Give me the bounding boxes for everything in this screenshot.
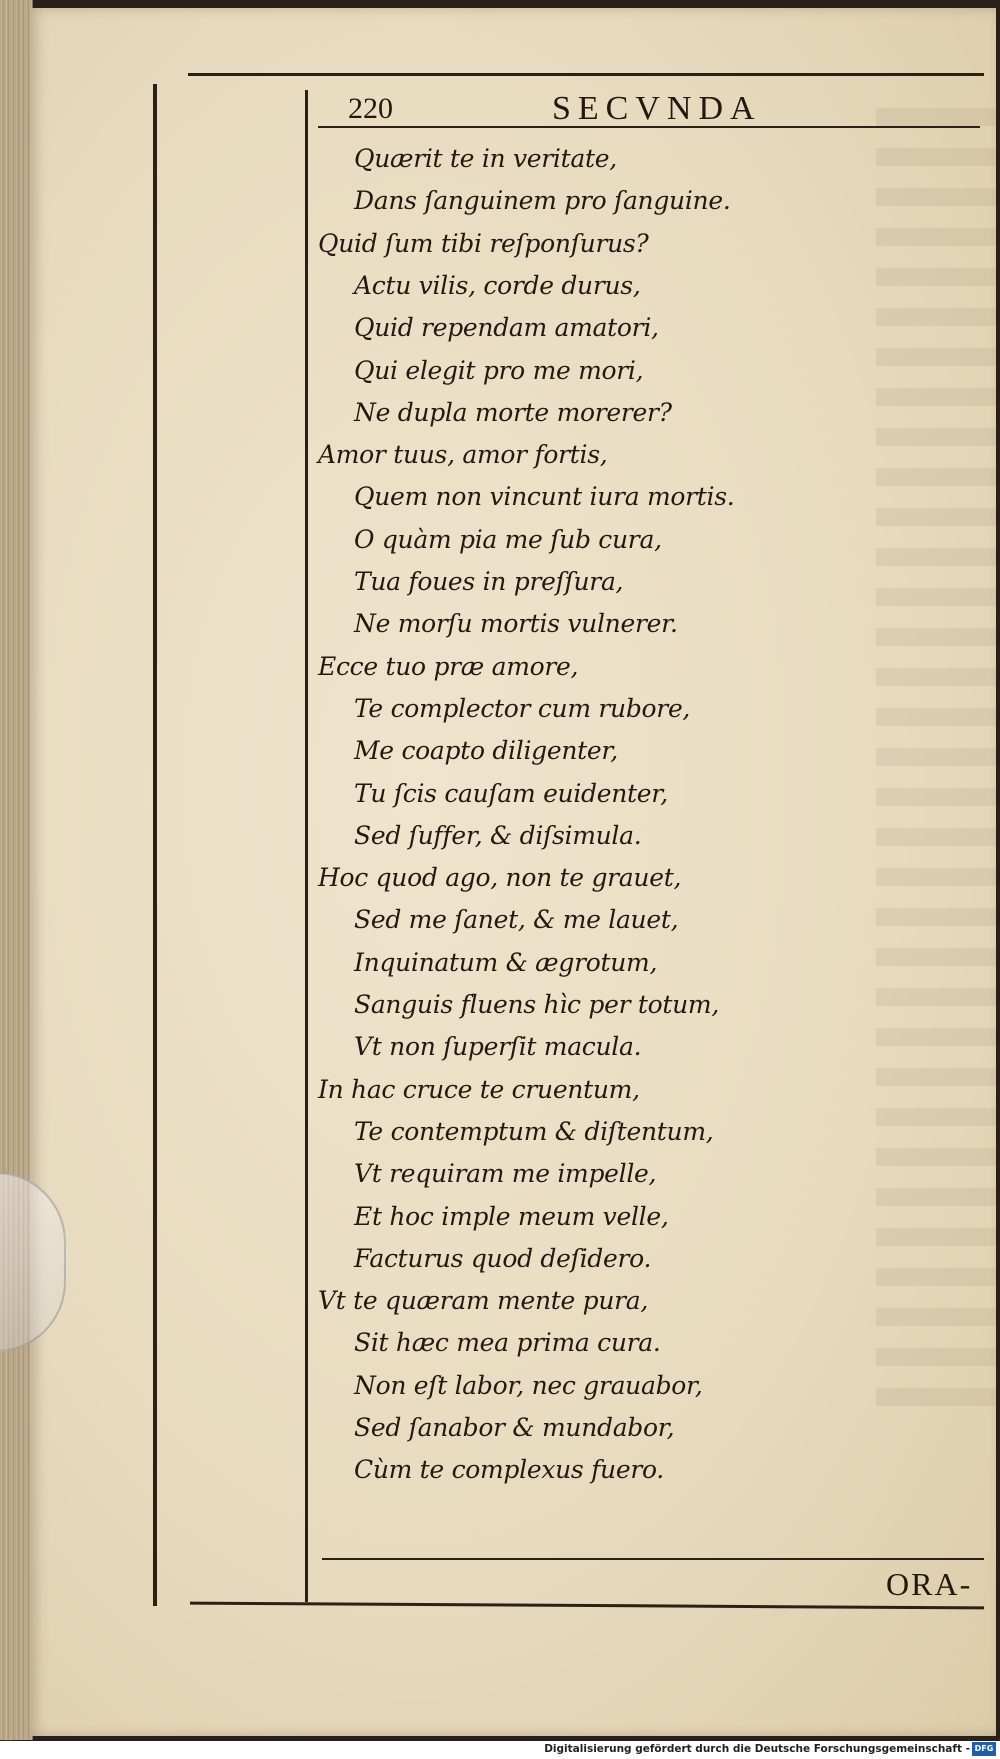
verse-line: Ecce tuo præ amore, <box>318 651 579 681</box>
verse-line: Me coapto diligenter, <box>354 736 618 766</box>
verse-line: Sed ſuffer, & diſsimula. <box>354 820 642 850</box>
verse-line: Inquinatum & ægrotum, <box>354 947 658 977</box>
verse-line: Sit hæc mea prima cura. <box>354 1328 661 1358</box>
verse-line: O quàm pia me ſub cura, <box>354 524 662 554</box>
catchword: ORA- <box>886 1566 973 1602</box>
left-margin-rule <box>153 84 157 1606</box>
verse-line: Ne dupla morte morerer? <box>354 397 672 427</box>
show-through-text <box>876 108 996 1408</box>
verse-line: Ne morſu mortis vulnerer. <box>354 609 678 639</box>
verse-line: Hoc quod ago, non te grauet, <box>318 863 682 893</box>
digitization-credit: Digitalisierung gefördert durch die Deutsche Forschungsgemeinschaft - <box>544 1743 970 1755</box>
top-rule <box>188 73 984 76</box>
verse-line: Qui elegit pro me mori, <box>354 355 644 385</box>
verse-line: Te complector cum rubore, <box>354 693 691 723</box>
verse-line: Actu vilis, corde durus, <box>354 270 641 300</box>
verse-line: Quid rependam amatori, <box>354 313 659 343</box>
inner-margin-rule <box>305 90 308 1602</box>
verse-line: Quem non vincunt iura mortis. <box>354 482 735 512</box>
verse-line: Vt requiram me impelle, <box>354 1159 657 1189</box>
verse-line: Sed me ſanet, & me lauet, <box>354 905 679 935</box>
verse-line: Amor tuus, amor fortis, <box>318 440 608 470</box>
page-number: 220 <box>348 92 393 125</box>
verse-line: Tua foues in preſſura, <box>354 567 624 596</box>
verse-line: Quid ſum tibi reſponſurus? <box>318 228 649 258</box>
running-head: SECVNDA <box>552 90 762 127</box>
verse-line: Vt non ſuperſit macula. <box>354 1032 642 1062</box>
verse-line: Te contemptum & diſtentum, <box>354 1116 714 1146</box>
dfg-logo: DFG <box>972 1742 996 1756</box>
verse-line: Dans ſanguinem pro ſanguine. <box>354 186 731 216</box>
verse-line: Facturus quod deſidero. <box>354 1243 652 1273</box>
verse-line: Vt te quæram mente pura, <box>318 1286 649 1316</box>
verse-line: In hac cruce te cruentum, <box>318 1074 640 1104</box>
verse-line: Et hoc imple meum velle, <box>354 1201 669 1231</box>
verse-line: Tu ſcis cauſam euidenter, <box>354 778 668 808</box>
footer-rule <box>322 1558 984 1560</box>
verse-line: Sed ſanabor & mundabor, <box>354 1413 675 1442</box>
verse-line: Cùm te complexus fuero. <box>354 1455 664 1485</box>
verse-line: Non eſt labor, nec grauabor, <box>354 1370 703 1400</box>
book-edge <box>0 0 33 1740</box>
verse-line: Sanguis fluens hìc per totum, <box>354 990 719 1019</box>
verse-line: Quærit te in veritate, <box>354 144 617 173</box>
